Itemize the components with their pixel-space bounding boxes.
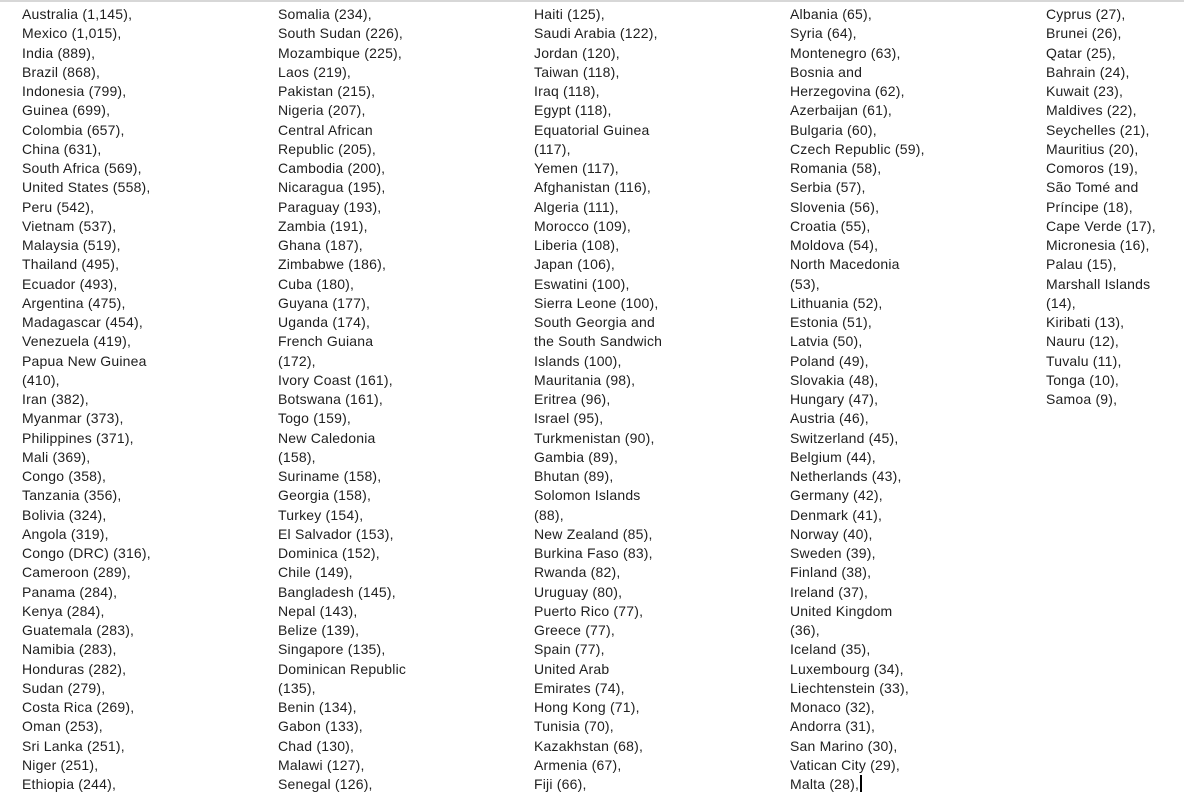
text-line[interactable]: South Georgia and [534, 314, 655, 330]
text-line[interactable]: Zimbabwe (186), [278, 256, 387, 273]
text-cursor [860, 775, 862, 792]
text-line[interactable]: Panama (284), [22, 583, 118, 600]
text-line[interactable]: United States (558), [22, 179, 151, 196]
text-line[interactable]: Georgia (158), [278, 487, 372, 504]
text-line[interactable]: Burkina Faso (83), [534, 545, 653, 561]
text-line[interactable]: Turkey (154), [278, 506, 364, 523]
text-line[interactable]: the South Sandwich [534, 333, 663, 350]
text-line[interactable]: Tonga (10), [1046, 371, 1120, 388]
text-line[interactable]: Sierra Leone (100), [534, 294, 659, 311]
text-line[interactable]: Mauritius (20), [1046, 140, 1139, 157]
text-line[interactable]: Kenya (284), [22, 602, 105, 619]
text-line[interactable]: Maldives (22), [1046, 102, 1137, 119]
text-line[interactable]: Andorra (31), [790, 718, 876, 735]
text-column-4 [790, 5, 950, 794]
text-line[interactable]: Togo (159), [278, 410, 352, 427]
text-line[interactable]: Slovenia (56), [790, 198, 880, 215]
text-line[interactable]: Sweden (39), [790, 545, 876, 561]
text-line[interactable]: Mozambique (225), [278, 44, 403, 61]
text-line[interactable]: Príncipe (18), [1046, 198, 1133, 215]
text-line[interactable]: Monaco (32), [790, 699, 875, 715]
text-line[interactable]: Angola (319), [22, 525, 109, 542]
text-line[interactable]: Islands (100), [534, 352, 622, 369]
text-line[interactable]: Rwanda (82), [534, 564, 621, 581]
text-line[interactable]: Myanmar (373), [22, 410, 124, 427]
text-line[interactable]: Gabon (133), [278, 718, 363, 735]
text-line[interactable]: Bosnia and [790, 63, 863, 80]
text-line[interactable]: Uruguay (80), [534, 583, 623, 600]
text-line[interactable]: Liberia (108), [534, 237, 620, 253]
text-line[interactable]: Malawi (127), [278, 756, 365, 773]
text-line[interactable]: Denmark (41), [790, 506, 883, 523]
text-line[interactable]: Turkmenistan (90), [534, 429, 655, 446]
text-line[interactable]: Greece (77), [534, 622, 615, 638]
text-line[interactable]: Ghana (187), [278, 237, 363, 253]
text-line[interactable]: Japan (106), [534, 256, 616, 273]
text-line[interactable]: Czech Republic (59), [790, 140, 925, 157]
text-line[interactable]: Nicaragua (195), [278, 179, 386, 196]
text-line[interactable]: (14), [1046, 294, 1076, 311]
text-line[interactable]: Ireland (37), [790, 583, 869, 600]
text-line[interactable]: South Africa (569), [22, 160, 142, 176]
text-line[interactable]: Indonesia (799), [22, 83, 127, 99]
text-column-2 [278, 5, 438, 794]
text-line[interactable]: Bolivia (324), [22, 506, 107, 523]
text-line[interactable]: Seychelles (21), [1046, 121, 1150, 138]
text-line[interactable]: Chad (130), [278, 737, 355, 754]
text-line[interactable]: Kuwait (23), [1046, 83, 1124, 99]
text-line[interactable]: Switzerland (45), [790, 429, 899, 446]
text-line[interactable]: Pakistan (215), [278, 83, 376, 99]
text-line[interactable]: Chile (149), [278, 564, 353, 581]
text-line[interactable]: Micronesia (16), [1046, 237, 1150, 253]
text-line[interactable]: Mexico (1,015), [22, 25, 122, 42]
text-line[interactable]: Australia (1,145), [22, 6, 133, 22]
text-line[interactable]: Namibia (283), [22, 641, 117, 658]
text-line[interactable]: Germany (42), [790, 487, 883, 504]
text-line[interactable]: South Sudan (226), [278, 25, 404, 42]
text-line[interactable]: New Caledonia [278, 429, 376, 446]
text-line[interactable]: Croatia (55), [790, 217, 871, 234]
text-line[interactable]: Laos (219), [278, 63, 352, 80]
text-line[interactable]: Belgium (44), [790, 448, 876, 465]
text-line[interactable]: Argentina (475), [22, 294, 126, 311]
text-line[interactable]: Emirates (74), [534, 679, 625, 696]
text-line[interactable]: Cuba (180), [278, 275, 355, 292]
text-line[interactable]: Palau (15), [1046, 256, 1117, 273]
text-line[interactable]: Costa Rica (269), [22, 699, 135, 715]
text-line[interactable]: Benin (134), [278, 699, 357, 715]
text-line[interactable]: Madagascar (454), [22, 314, 143, 330]
text-line[interactable]: Kiribati (13), [1046, 314, 1125, 330]
text-line[interactable]: Congo (358), [22, 468, 107, 484]
text-line[interactable]: Malta (28), [790, 775, 950, 794]
text-line[interactable]: Solomon Islands [534, 487, 641, 504]
text-line[interactable]: China (631), [22, 140, 102, 157]
text-line[interactable]: Cape Verde (17), [1046, 217, 1156, 234]
text-line[interactable]: Guatemala (283), [22, 622, 135, 638]
text-line[interactable]: Vatican City (29), [790, 756, 900, 773]
text-line[interactable]: Congo (DRC) (316), [22, 545, 151, 561]
text-line[interactable]: (135), [278, 679, 316, 696]
text-line[interactable]: Armenia (67), [534, 756, 622, 773]
text-line[interactable]: Kazakhstan (68), [534, 737, 644, 754]
text-line[interactable]: São Tomé and [1046, 179, 1139, 196]
text-line[interactable]: Israel (95), [534, 410, 604, 427]
text-line[interactable]: Bangladesh (145), [278, 583, 396, 600]
text-line[interactable]: Equatorial Guinea [534, 121, 650, 138]
text-line[interactable]: Afghanistan (116), [534, 179, 651, 196]
text-line[interactable]: Republic (205), [278, 140, 376, 157]
text-line[interactable]: Albania (65), [790, 6, 872, 22]
text-line[interactable]: Thailand (495), [22, 256, 120, 273]
text-line[interactable]: Hong Kong (71), [534, 699, 640, 715]
text-line[interactable]: Tunisia (70), [534, 718, 614, 735]
text-line[interactable]: Mali (369), [22, 448, 91, 465]
text-line[interactable]: Spain (77), [534, 641, 605, 658]
text-line[interactable]: French Guiana [278, 333, 374, 350]
text-line[interactable]: Algeria (111), [534, 198, 619, 215]
text-line[interactable]: Norway (40), [790, 525, 873, 542]
text-line[interactable]: Gambia (89), [534, 448, 619, 465]
text-line[interactable]: Moldova (54), [790, 237, 879, 253]
text-line[interactable]: Puerto Rico (77), [534, 602, 644, 619]
text-line[interactable]: Venezuela (419), [22, 333, 132, 350]
text-line[interactable]: Dominican Republic [278, 660, 407, 677]
text-line[interactable]: Egypt (118), [534, 102, 612, 119]
page-top-edge [0, 0, 1184, 2]
text-line[interactable]: Peru (542), [22, 198, 95, 215]
text-line[interactable]: Niger (251), [22, 756, 99, 773]
text-line[interactable]: Oman (253), [22, 718, 103, 735]
text-line[interactable]: Ethiopia (244), [22, 776, 117, 792]
text-line[interactable]: Guinea (699), [22, 102, 111, 119]
text-line[interactable]: Comoros (19), [1046, 160, 1139, 176]
text-line[interactable]: Ivory Coast (161), [278, 371, 393, 388]
text-line[interactable]: San Marino (30), [790, 737, 898, 754]
text-line[interactable]: Tanzania (356), [22, 487, 122, 504]
text-line[interactable]: Philippines (371), [22, 429, 134, 446]
text-line[interactable]: Latvia (50), [790, 333, 863, 350]
text-line[interactable]: Saudi Arabia (122), [534, 25, 658, 42]
text-line[interactable]: Liechtenstein (33), [790, 679, 909, 696]
text-line[interactable]: Luxembourg (34), [790, 660, 904, 677]
text-line[interactable]: Paraguay (193), [278, 198, 382, 215]
text-line[interactable]: Jordan (120), [534, 44, 620, 61]
text-column-1 [22, 5, 182, 794]
text-line[interactable]: Nepal (143), [278, 602, 358, 619]
text-line[interactable]: Nauru (12), [1046, 333, 1120, 350]
text-line[interactable]: Marshall Islands [1046, 275, 1151, 292]
text-line[interactable]: (53), [790, 275, 820, 292]
text-line[interactable]: Romania (58), [790, 160, 882, 176]
text-line[interactable]: Dominica (152), [278, 545, 380, 561]
text-line[interactable]: Haiti (125), [534, 6, 605, 22]
text-line[interactable]: Yemen (117), [534, 160, 619, 176]
text-line[interactable]: Fiji (66), [534, 776, 587, 792]
text-line[interactable]: (158), [278, 448, 316, 465]
text-column-5 [1046, 5, 1184, 409]
text-line[interactable]: United Arab [534, 660, 610, 677]
text-line[interactable]: Eswatini (100), [534, 275, 630, 292]
text-line[interactable]: Nigeria (207), [278, 102, 366, 119]
text-line[interactable]: India (889), [22, 44, 96, 61]
text-line[interactable]: Zambia (191), [278, 217, 368, 234]
text-line[interactable]: Guyana (177), [278, 294, 371, 311]
text-line[interactable]: Botswana (161), [278, 391, 383, 407]
text-line[interactable]: Finland (38), [790, 564, 872, 581]
text-line[interactable]: Lithuania (52), [790, 294, 883, 311]
text-line[interactable]: Papua New Guinea [22, 352, 147, 369]
text-line[interactable]: (88), [534, 506, 564, 523]
text-line[interactable]: Honduras (282), [22, 660, 127, 677]
text-line[interactable]: Samoa (9), [1046, 391, 1118, 407]
text-line[interactable]: Iceland (35), [790, 641, 871, 658]
text-line[interactable]: Belize (139), [278, 622, 360, 638]
text-line[interactable]: Mauritania (98), [534, 371, 636, 388]
text-line[interactable]: El Salvador (153), [278, 525, 394, 542]
text-column-3 [534, 5, 694, 794]
text-line[interactable]: Poland (49), [790, 352, 869, 369]
text-line[interactable]: Bulgaria (60), [790, 121, 877, 138]
text-line[interactable]: Cyprus (27), [1046, 6, 1126, 22]
text-line[interactable]: Brazil (868), [22, 63, 101, 80]
text-line[interactable]: New Zealand (85), [534, 525, 653, 542]
text-line[interactable]: Senegal (126), [278, 776, 373, 792]
text-line[interactable]: Suriname (158), [278, 468, 382, 484]
text-line[interactable]: Cameroon (289), [22, 564, 131, 581]
text-line[interactable]: (36), [790, 622, 820, 638]
text-line[interactable]: Sudan (279), [22, 679, 106, 696]
text-line[interactable]: Netherlands (43), [790, 468, 902, 484]
text-line[interactable]: Uganda (174), [278, 314, 371, 330]
text-line[interactable]: Ecuador (493), [22, 275, 118, 292]
text-line[interactable]: Sri Lanka (251), [22, 737, 125, 754]
text-line[interactable]: (410), [22, 371, 60, 388]
text-line[interactable]: Central African [278, 121, 373, 138]
text-line[interactable]: Malaysia (519), [22, 237, 121, 253]
text-line[interactable]: North Macedonia [790, 256, 900, 273]
text-line[interactable]: Somalia (234), [278, 6, 372, 22]
text-line[interactable]: Iran (382), [22, 391, 89, 407]
text-line[interactable]: Iraq (118), [534, 83, 600, 99]
text-line[interactable]: Herzegovina (62), [790, 83, 905, 99]
text-line[interactable]: Morocco (109), [534, 217, 631, 234]
text-line[interactable]: Slovakia (48), [790, 371, 879, 388]
text-line[interactable]: Singapore (135), [278, 641, 386, 658]
text-line[interactable]: Hungary (47), [790, 391, 879, 407]
text-line[interactable]: Qatar (25), [1046, 44, 1116, 61]
text-line[interactable]: Estonia (51), [790, 314, 872, 330]
text-line[interactable]: Vietnam (537), [22, 217, 117, 234]
text-line[interactable]: Bhutan (89), [534, 468, 614, 484]
text-line[interactable]: Brunei (26), [1046, 25, 1122, 42]
text-line[interactable]: Serbia (57), [790, 179, 866, 196]
text-line[interactable]: (172), [278, 352, 316, 369]
text-line[interactable]: Bahrain (24), [1046, 63, 1130, 80]
text-line[interactable]: (117), [534, 140, 571, 157]
text-line[interactable]: Colombia (657), [22, 121, 125, 138]
text-line[interactable]: Taiwan (118), [534, 63, 620, 80]
text-line[interactable]: United Kingdom [790, 602, 893, 619]
text-line[interactable]: Tuvalu (11), [1046, 352, 1122, 369]
text-line[interactable]: Austria (46), [790, 410, 869, 427]
text-line[interactable]: Cambodia (200), [278, 160, 386, 176]
text-line[interactable]: Eritrea (96), [534, 391, 611, 407]
text-line[interactable]: Montenegro (63), [790, 44, 901, 61]
text-line[interactable]: Azerbaijan (61), [790, 102, 893, 119]
text-line[interactable]: Syria (64), [790, 25, 857, 42]
